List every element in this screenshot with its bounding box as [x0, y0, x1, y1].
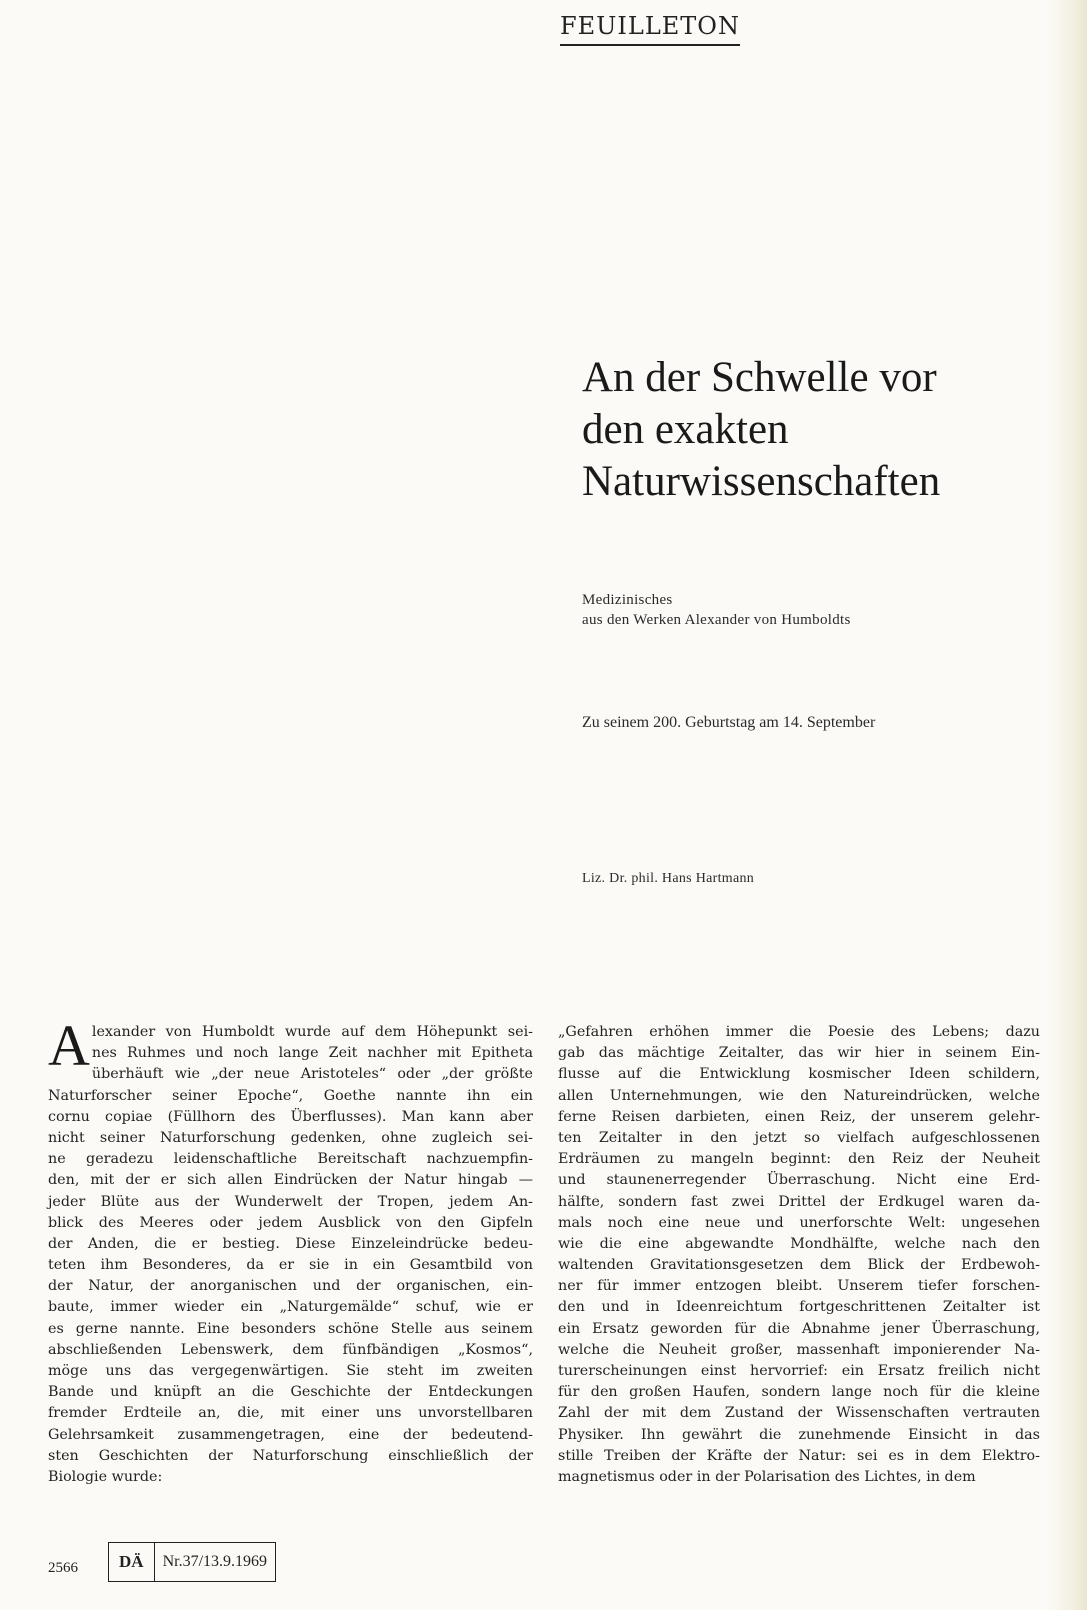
body-text-line: cornu copiae (Füllhorn des Überflusses). Man kann aber — [48, 1108, 533, 1125]
body-text-line: waltenden Gravitationsgesetzen dem Blick der Erdbewoh- — [558, 1257, 1040, 1274]
body-text-line: Gelehrsamkeit zusammengetragen, eine der bedeutend- — [48, 1426, 533, 1443]
body-text-line: Physiker. Ihn gewährt die zunehmende Einsicht in das — [558, 1426, 1040, 1443]
body-text-line: „Gefahren erhöhen immer die Poesie des Lebens; dazu — [558, 1024, 1040, 1040]
body-text-line: hälfte, sondern fast zwei Drittel der Erdkugel waren da- — [558, 1193, 1040, 1210]
article-title — [582, 352, 1052, 508]
drop-cap: A — [48, 1013, 90, 1078]
body-column-right — [558, 1022, 1040, 1488]
body-text-line: den, mit der er sich allen Eindrücken der Natur hingab — — [48, 1172, 533, 1189]
page-number: 2566 — [48, 1560, 78, 1576]
subtitle-line: Medizinisches — [582, 592, 673, 608]
body-text-line: fremder Erdteile an, die, mit einer uns unvorstellbaren — [48, 1405, 533, 1422]
body-text-line: blick des Meeres oder jedem Ausblick von den Gipfeln — [48, 1214, 533, 1231]
body-text-line: ein Ersatz geworden für die Abnahme jener Überraschung, — [558, 1320, 1040, 1337]
body-text-line: für den großen Haufen, sondern lange noch für die kleine — [558, 1384, 1040, 1401]
body-text-line: und staunenerregender Überraschung. Nicht eine Erd- — [558, 1172, 1040, 1189]
body-text-line: ten Zeitalter in den jetzt so vielfach aufgeschlossenen — [558, 1129, 1040, 1146]
body-text-line: Bande und knüpft an die Geschichte der Entdeckungen — [48, 1384, 533, 1401]
body-text-line: lexander von Humboldt wurde auf dem Höhepunkt sei- — [91, 1024, 533, 1040]
body-text-line: der Anden, die er bestieg. Diese Einzeleindrücke bedeu- — [48, 1235, 533, 1252]
body-text-line: welche die Neuheit großer, massenhaft imponierender Na- — [558, 1341, 1040, 1358]
article-author: Liz. Dr. phil. Hans Hartmann — [582, 871, 755, 886]
body-text-line: abschließenden Lebenswerk, dem fünfbändigen „Kosmos“, — [48, 1341, 533, 1358]
section-label: FEUILLETON — [560, 10, 740, 46]
journal-logo: DÄ — [109, 1543, 155, 1581]
body-text-line: sten Geschichten der Naturforschung einschließlich der — [48, 1447, 533, 1464]
body-text-line: nes Ruhmes und noch lange Zeit nachher mit Epitheta — [91, 1045, 533, 1062]
body-text-line: ferne Reisen darbieten, einen Reiz, der unserem gelehr- — [558, 1108, 1040, 1125]
body-text-line: Erdräumen zu mangeln beginnt: den Reiz der Neuheit — [558, 1151, 1040, 1168]
page-edge-shading — [1047, 0, 1087, 1610]
journal-footer-box — [108, 1542, 276, 1582]
body-text-line: Zahl der mit dem Zustand der Wissenschaften vertrauten — [558, 1405, 1040, 1422]
body-text-line: baute, immer wieder ein „Naturgemälde“ schuf, wie er — [48, 1299, 533, 1316]
body-text-line: ne geradezu leidenschaftliche Bereitschaft nachzuempfin- — [48, 1151, 533, 1168]
body-text-line: flusse auf die Entwicklung kosmischer Ideen schildern, — [558, 1066, 1040, 1083]
body-text-line: der Natur, der anorganischen und der organischen, ein- — [48, 1278, 533, 1295]
body-text-line: ner für immer entzogen bleibt. Unserem tiefer forschen- — [558, 1278, 1040, 1295]
title-line: Naturwissenschaften — [582, 458, 941, 505]
body-text-line: stille Treiben der Kräfte der Natur: sei es in dem Elektro- — [558, 1447, 1040, 1464]
body-text-line: jeder Blüte aus der Wunderwelt der Tropen, jedem An- — [48, 1193, 533, 1210]
body-text-line: überhäuft wie „der neue Aristoteles“ oder „der größte — [91, 1066, 533, 1083]
body-text-line: mals noch eine neue und unerforschte Welt: ungesehen — [558, 1214, 1040, 1231]
body-text-line: turerscheinungen einst hervorrief: ein Ersatz freilich nicht — [558, 1363, 1040, 1379]
body-text-line: wie die eine abgewandte Mondhälfte, welche nach den — [558, 1235, 1040, 1252]
body-text-line: nicht seiner Naturforschung gedenken, ohne zugleich sei- — [48, 1129, 533, 1146]
title-line: den exakten — [582, 406, 789, 453]
article-occasion: Zu seinem 200. Geburtstag am 14. September — [582, 714, 876, 731]
subtitle-line: aus den Werken Alexander von Humboldts — [582, 612, 851, 628]
body-text-line: möge uns das vergegenwärtigen. Sie steht im zweiten — [48, 1363, 533, 1379]
body-text-line: es gerne nannte. Eine besonders schöne Stelle aus seinem — [48, 1320, 533, 1337]
body-text-line: Biologie wurde: — [48, 1468, 163, 1485]
body-text-line: allen Unternehmungen, wie den Natureindrücken, welche — [558, 1087, 1040, 1104]
article-subtitle — [582, 590, 851, 630]
body-text-line: Naturforscher seiner Epoche“, Goethe nannte ihn ein — [48, 1087, 533, 1104]
body-text-line: magnetismus oder in der Polarisation des Lichtes, in dem — [558, 1468, 976, 1485]
body-text-line: gab das mächtige Zeitalter, das wir hier in seinem Ein- — [558, 1045, 1040, 1062]
title-line: An der Schwelle vor — [582, 354, 937, 401]
body-column-left — [48, 1013, 533, 1488]
issue-info: Nr.37/13.9.1969 — [162, 1553, 268, 1570]
body-text-line: den und in Ideenreichtum fortgeschrittenen Zeitalter ist — [558, 1299, 1040, 1316]
body-text-line: teten ihm Besonderes, da er sie in ein Gesamtbild von — [48, 1257, 533, 1274]
